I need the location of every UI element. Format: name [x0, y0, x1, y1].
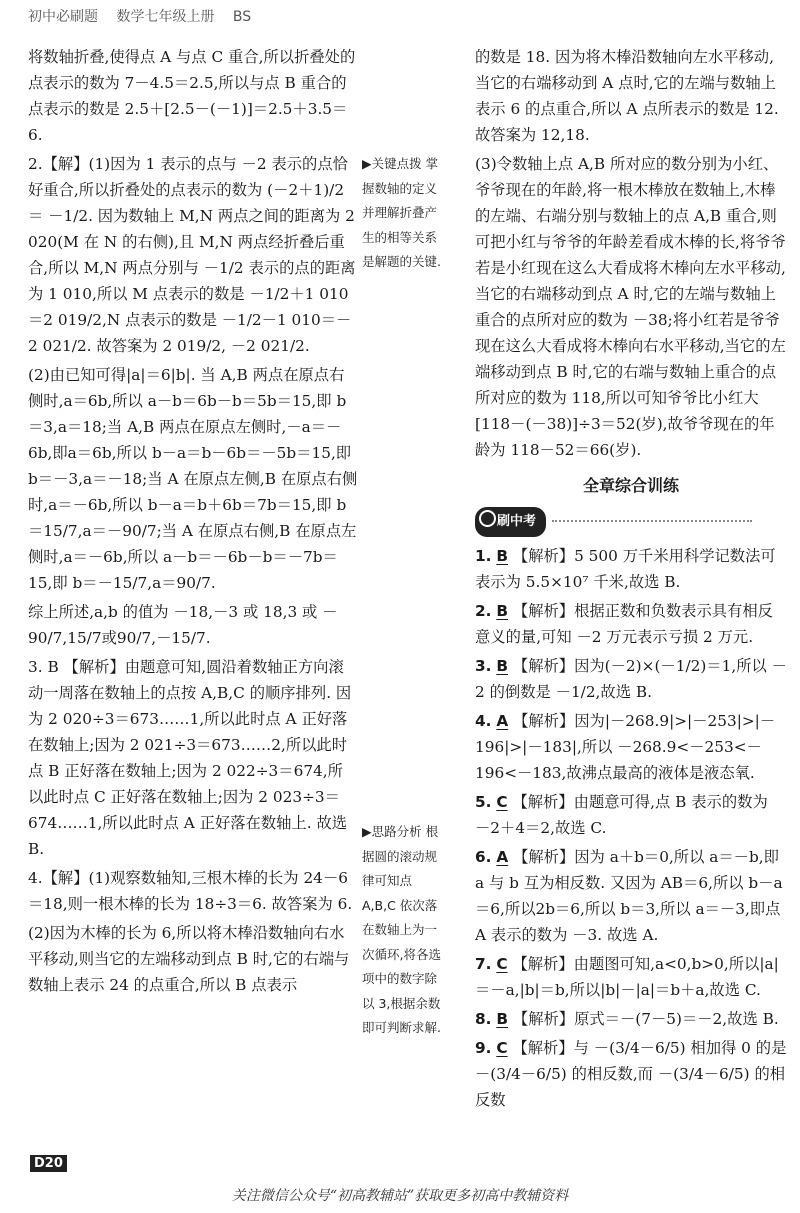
sidenote-key-point: ▶关键点拨 掌握数轴的定义并理解折叠产生的相等关系是解题的关键. [362, 156, 441, 269]
mcq-answer: B [496, 602, 509, 620]
mcq-answer: B [496, 547, 509, 565]
mcq-number: 1. [475, 547, 492, 565]
mcq-item [475, 653, 787, 705]
mcq-answer: A [496, 712, 509, 730]
sidenote-analysis: ▶思路分析 根据圆的滚动规律可知点 A,B,C 依次落在数轴上为一次循环,将各选项中的数字除以 3,根据余数即可判断求解. [362, 824, 441, 1035]
footer-note: 关注微信公众号“初高教辅站”获取更多初高中教辅资料 [231, 1188, 569, 1204]
mcq-number: 8. [475, 1010, 492, 1028]
mcq-explanation: 【解析】由题意可得,点 B 表示的数为 －2＋4＝2,故选 C. [475, 793, 768, 837]
section-title: 全章综合训练 [582, 476, 679, 495]
mcq-number: 4. [475, 712, 492, 730]
mcq-list [475, 543, 787, 1113]
mcq-number: 6. [475, 848, 492, 866]
mcq-item [475, 1006, 787, 1032]
right-paragraph: (3)令数轴上点 A,B 所对应的数分别为小红、爷爷现在的年龄,将一根木棒放在数轴上,木棒的左端、右端分别与数轴上的点 A,B 重合,则可把小红与爷爷的年龄差看成木棒的长,将爷爷若是小红现在这么大看成将木棒向左水平移动,当它的右端移动到点 A 时,它的左端与数轴上重合的点所对应的数为 －38;将小红若是爷爷现在这么大看成将木棒向右水平移动,当它的左端移动到点 B 时,它的右端与数轴上重合的点所对应的数为 118,所以可知爷爷比小红大[118－(－38)]÷3＝52(岁),故爷爷现在的年龄为 118－52＝66(岁). [475, 155, 786, 459]
mcq-answer: C [496, 1039, 508, 1057]
left-paragraph: (2)因为木棒的长为 6,所以将木棒沿数轴向右水平移动,则当它的左端移动到点 B 时,它的右端与数轴上表示 24 的点重合,所以 B 点表示 [28, 924, 350, 994]
mcq-number: 2. [475, 602, 492, 620]
left-column [28, 44, 358, 1001]
mcq-item [475, 708, 787, 786]
mcq-item [475, 951, 787, 1003]
mcq-explanation: 【解析】因为|－268.9|>|－253|>|－196|>|－183|,所以 －268.9<－253<－196<－183,故沸点最高的液体是液态氧. [475, 712, 776, 782]
mcq-answer: C [496, 955, 508, 973]
mcq-answer: C [496, 793, 508, 811]
mcq-item [475, 598, 787, 650]
badge-row [475, 507, 787, 537]
mcq-answer: A [496, 848, 509, 866]
mcq-number: 5. [475, 793, 492, 811]
left-paragraph: (2)由已知可得|a|＝6|b|. 当 A,B 两点在原点右侧时,a＝6b,所以 a－b＝6b－b＝5b＝15,即 b＝3,a＝18;当 A,B 两点在原点左侧时,－a＝－6b,即a＝6b,所以 b－a＝b－6b＝－5b＝15,即 b＝－3,a＝－18;当 A 在原点左侧,B 在原点右侧时,a＝－6b,所以 b－a＝b＋6b＝7b＝15,即 b＝15/7,a＝－90/7;当 A 在原点右侧,B 在原点左侧时,a＝－6b,所以 a－b＝－6b－b＝－7b＝15,即 b＝－15/7,a＝90/7. [28, 366, 358, 592]
dotted-divider [552, 520, 752, 522]
mcq-answer: B [496, 657, 509, 675]
mcq-explanation: 【解析】因为(－2)×(－1/2)＝1,所以 －2 的倒数是 －1/2,故选 B. [475, 657, 787, 701]
mcq-number: 9. [475, 1039, 492, 1057]
mcq-item [475, 789, 787, 841]
left-paragraph: 3. B 【解析】由题意可知,圆沿着数轴正方向滚动一周落在数轴上的点按 A,B,C 的顺序排列. 因为 2 020÷3＝673……1,所以此时点 A 正好落在数轴上;因为 2 021÷3＝673……2,所以此时点 B 正好落在数轴上;因为 2 022÷3＝674,所以此时点 C 正好落在数轴上;因为 2 023÷3＝674……1,所以此时点 A 正好落在数轴上. 故选 B. [28, 658, 352, 858]
mcq-number: 3. [475, 657, 492, 675]
mcq-explanation: 【解析】因为 a＋b＝0,所以 a＝－b,即 a 与 b 互为相反数. 又因为 AB＝6,所以 b－a＝6,所以2b＝6,所以 b＝3,所以 a＝－3,即点 A 表示的数为 －3. 故选 A. [475, 848, 783, 944]
subject-name: 数学七年级上册 [116, 9, 215, 25]
right-paragraph: 的数是 18. 因为将木棒沿数轴向左水平移动,当它的右端移动到 A 点时,它的左端与数轴上表示 6 的点重合,所以 A 点所表示的数是 12. 故答案为 12,18. [475, 48, 779, 144]
page-header [28, 6, 265, 26]
left-paragraph: 4.【解】(1)观察数轴知,三根木棒的长为 24－6＝18,则一根木棒的长为 18÷3＝6. 故答案为 6. [28, 869, 353, 913]
edition-tag: BS [232, 9, 252, 25]
mcq-explanation: 【解析】与 －(3/4－6/5) 相加得 0 的是 －(3/4－6/5) 的相反数,而 －(3/4－6/5) 的相反数 [475, 1039, 787, 1109]
left-paragraph: 将数轴折叠,使得点 A 与点 C 重合,所以折叠处的点表示的数为 7－4.5＝2.5,所以与点 B 重合的点表示的数是 2.5＋[2.5－(－1)]＝2.5＋3.5＝6. [28, 48, 356, 144]
left-paragraph: 2.【解】(1)因为 1 表示的点与 －2 表示的点恰好重合,所以折叠处的点表示的数为 (－2＋1)/2 ＝ －1/2. 因为数轴上 M,N 两点之间的距离为 2 020(M 在 N 的右侧),且 M,N 两点经折叠后重合,所以 M,N 两点分别与 －1/2 表示的点的距离为 1 010,所以 M 点表示的数是 －1/2＋1 010＝2 019/2,N 点表示的数是 －1/2－1 010＝－2 021/2. 故答案为 2 019/2, －2 021/2. [28, 155, 356, 355]
mcq-item [475, 844, 787, 948]
mcq-answer: B [496, 1010, 509, 1028]
page-number: D20 [30, 1155, 67, 1172]
mcq-item [475, 543, 787, 595]
right-column [475, 44, 787, 1116]
mcq-item [475, 1035, 787, 1113]
exam-badge: 刷中考 [475, 507, 546, 537]
series-name: 初中必刷题 [28, 9, 98, 25]
mcq-explanation: 【解析】5 500 万千米用科学记数法可表示为 5.5×10⁷ 千米,故选 B. [475, 547, 776, 591]
mcq-explanation: 【解析】根据正数和负数表示具有相反意义的量,可知 －2 万元表示亏损 2 万元. [475, 602, 773, 646]
mcq-explanation: 【解析】由题图可知,a<0,b>0,所以|a|＝－a,|b|＝b,所以|b|－|a|＝b＋a,故选 C. [475, 955, 779, 999]
left-paragraph: 综上所述,a,b 的值为 －18,－3 或 18,3 或 －90/7,15/7或90/7,－15/7. [28, 603, 338, 647]
mcq-explanation: 【解析】原式＝－(7－5)＝－2,故选 B. [512, 1010, 779, 1028]
mcq-number: 7. [475, 955, 492, 973]
